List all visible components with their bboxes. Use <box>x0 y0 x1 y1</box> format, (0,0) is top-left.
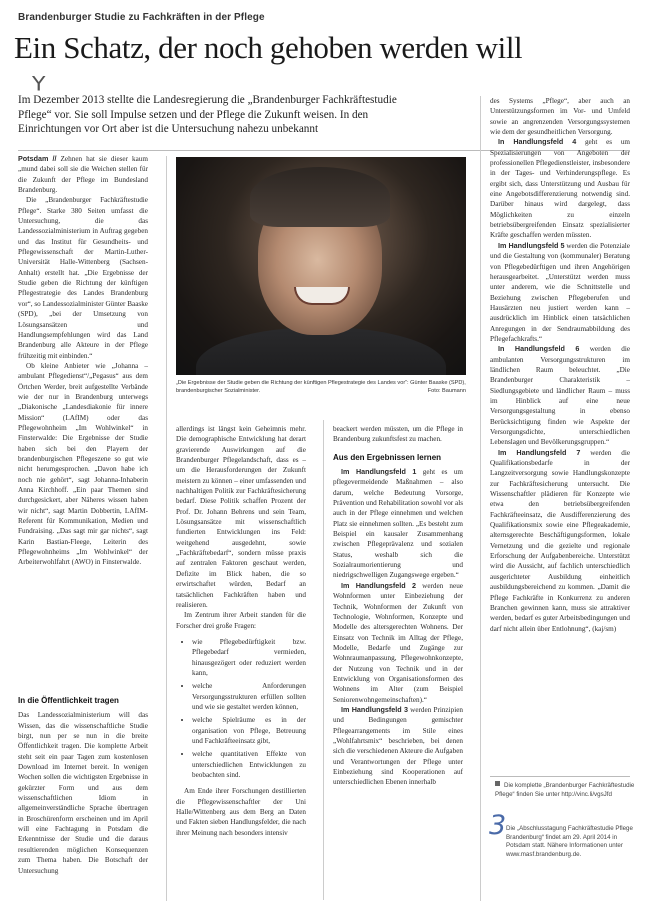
paragraph: werden neue Wohnformen unter Einbeziehung der Technik, Wohnformen der Zukunft von Technologie, Wohnformen, Konzepte und Modelle des altersgerechten Wohnens. Der Einsatz von Technik im Alltag der Pflege, Modelle, Bedarfe und Zugänge zur Wohnraumanpassung, Pflegewohnkonzepte, der Nutzung von Technik und in der Entwicklung von Organisationsformen des Wohnens im Alter (zum Beispiel Seniorenwohngemeinschaften).“ <box>333 581 463 704</box>
field-label: Im Handlungsfeld 1 <box>341 467 417 477</box>
paragraph: werden die Qualifikationsbedarfe in der Langzeitversorgung sowie Handlungskonzepte zur Fachkräftesicherung untersucht. Die Wissenschaftler plädieren für Konzepte wie etwa den betriebsübergreifenden Fachkräfteeinsatz, die Ausdifferenzierung des Qualifikationsmix sowie eine Pflegeakademie, alternsgerechte Beschäftigungsformen, lokale Vernetzung und die gezielte und regionale Erforschung der Aufgabenbereiche. Unterstützt wird die Aussicht, auf fachlich unterschiedlich ausgerichteter Ausbildung einheitlich ausbildungsbereichend zu kommen. „Damit die Pflege Fachkräfte in Konkurrenz zu anderen Branchen gewinnen kann, muss sie attraktiver werden, bedarf es guter Arbeitsbedingungen und darf nicht allein über Entlohnung“, (kaj/sm) <box>490 448 631 633</box>
article-column-4 <box>490 96 630 634</box>
article-column-2 <box>176 424 306 838</box>
bullet-square-icon <box>495 781 500 786</box>
research-questions-list <box>176 637 306 780</box>
field-label: Im Handlungsfeld 3 <box>341 704 408 714</box>
info-text: Die „Abschlusstagung Fachkräftestudie Pflege Brandenburg“ findet am 29. April 2014 in Potsdam statt. Nähere Informationen unter www.masf.brandenburg.de. <box>506 825 633 858</box>
article-column-3 <box>333 424 463 788</box>
paragraph: werden die Potenziale und die Gestaltung von (kommunaler) Beratung von Pflegebedürftigen und ihren Angehörigen herausgearbeitet. „Unterstützt werden muss unter anderem, wie die Schnittstelle und Beziehung zwischen Pflegeberufen und Hausärzten neu justiert werden kann – ausdrücklich im Hinblick einen tatsächlichen Anregungen in der Sendraumabbildung des Pflegefachkrafts.“ <box>490 241 630 343</box>
paragraph: allerdings ist längst kein Geheimnis mehr. Die demographische Entwicklung hat derart gravierende Auswirkungen auf die Brandenburger Pflegelandschaft, dass es – um die Herausforderungen der Zukunft meistern zu können – einer umfassenden und nachhaltigen Politik zur Fachkräftesicherung bedarf. Diese Politik schaffen Prozent der Prof. Dr. Johann Behrens und sein Team, Lösungsansätze mit wissenschaftlich fundierten Entwicklungen ins Feld: weitgehend ausgedehnt, sowie „Fachkräftebedarf“, sondern müsse praxis auf zentralen Faktoren geschaut werden, Defizite im Blick haben, die so erwirtschaftet würden, Bedarf an tatsächlichen Fachkräften haben und realisieren. <box>176 425 306 609</box>
photo-caption <box>176 379 466 396</box>
info-box-download <box>495 781 635 799</box>
portrait-photo <box>176 157 466 375</box>
headline: Ein Schatz, der noch gehoben werden will <box>14 30 523 65</box>
field-label: Im Handlungsfeld 5 <box>498 240 565 250</box>
info-text: Die komplette „Brandenburger Fachkräftestudie Pflege“ finden Sie unter http://vinc.li/vgsJfd <box>495 782 635 798</box>
info-box-conference <box>506 825 634 859</box>
photo-hair <box>250 167 390 227</box>
section-heading: In die Öffentlichkeit tragen <box>18 696 119 705</box>
paragraph: Am Ende ihrer Forschungen destillierten die Pflegewissenschaftler der Uni Halle/Wittenberg aus dem Berg an Daten und Fakten sieben Handlungsfelder, die nach ihrer Meinung nach besonders intensiv <box>176 787 306 837</box>
paragraph: Die „Brandenburger Fachkräftestudie Pflege“. Starke 380 Seiten umfasst die Untersuchung, die das Landessozialministerium in Auftrag gegeben und das Institut für Gesundheits- und Pflegewissenschaft der Martin-Luther-Universität Halle-Wittenberg (Sachsen-Anhalt) erstellt hat. „Die Ergebnisse der Studie geben die Richtung der künftigen Pflegestrategie des Landes Brandenburg vor“, so Landessozialminister Günter Baaske (SPD), „bei der Umsetzung von Lösungsansätzen und Handlungsempfehlungen wird das Land Brandenburg alle Akteure in der Pflege frühzeitig mit einbinden.“ <box>18 196 148 360</box>
field-label: In Handlungsfeld 6 <box>498 344 580 354</box>
paragraph: geht es um pflegevermeidende Maßnahmen – also darum, welche Bedeutung Vorsorge, Prävention und Rehabilitation sowohl vor als auch in der Pflege einnehmen und welchen Platz sie einnehmen sollten. „Es besteht zum Beispiel ein kausaler Zusammenhang zwischen Pflegeprävalenz und sozialen Status, weshalb sich die Sozialraumorientierung und niedrigschwelligen Zugangswege ergeben.“ <box>333 468 464 580</box>
paragraph: werden die ambulanten Versorgungsstrukturen im ländlichen Raum beleuchtet. „Die Brandenburger Charakteristik – Siedlungsgebiete und ländlicher Raum – muss im Hinblick auf eine neue Versorgungsgestaltung in ebenso Berücksichtigung finden wie Aspekte der Versorgungsdichte, unterschiedlichen Lebenslagen und Bevölkerungsgruppen.“ <box>490 345 631 447</box>
dateline: Potsdam // <box>18 154 57 163</box>
paragraph: Ob kleine Anbieter wie „Johanna – ambulant Pflegedienst“/„Pegasus“ aus dem Örtchen Werder, breit aufgestellte Verbände wie der nur in Brandenburg unterwegs „Diakonische „Landesdiakonie für innere Mission“ (LAfIM) oder das Pflegewohnheim „Im Wohlwinkel“ in Finsterwalde: Die Ergebnisse der Studie haben sich bei den Playern der brandenburgischen Pflegeszene so gut wie nicht herumgesprochen. „Davon habe ich noch nie gehört“, sagt Johanna-Inhaberin Anna Kirchhoff. „Ein paar Themen sind durchgesickert, aber Näheres wissen haben wir nicht“, sagt Martin Dobbertin, LAfIM-Referent für Kommunikation, Medien und Fundraising. „Das sagt mir gar nichts“, sagt Karin Bastian-Fleege, Leiterin des Pflegewohnheims „Im Wohlwinkel“ der Arbeiterwohlfahrt (AWO) in Finsterwalde. <box>18 361 148 567</box>
paragraph: des Systems „Pflege“, aber auch an Unterstützungsformen im Vor- und Umfeld sowie an angrenzenden Versorgungssystemen wie dem der gesundheitlichen Versorgung. <box>490 97 630 137</box>
paragraph: geht es um Spezialisierungen von Angeboten der professionellen Pflegedienstleister, insbesondere in der Tages- und Verhinderungspflege. Es ergibt sich, dass Unterstützung und Ausbau für eine Angebotsdifferenzierung notwendig sind. Darüber hinaus wird dargelegt, dass Möglichkeiten zu einzeln betriebsübergreifenden Einsatz spezialisierter Kräfte geschaffen werden müssten. <box>490 138 630 240</box>
field-label: In Handlungsfeld 4 <box>498 137 577 147</box>
section-heading: Aus den Ergebnissen lernen <box>333 452 442 462</box>
caption-text: „Die Ergebnisse der Studie geben die Richtung der künftigen Pflegestrategie des Landes vor“: Günter Baaske (SPD), brandenburgischer Sozialminister. <box>176 380 466 395</box>
paragraph: Im Zentrum ihrer Arbeit standen für die Forscher drei große Fragen: <box>176 611 306 630</box>
kicker: Brandenburger Studie zu Fachkräften in der Pflege <box>18 12 265 23</box>
list-item: • welche Spielräume es in der organisation von Pflege, Betreuung und Fachkräfteeinsatz gibt, <box>192 715 306 746</box>
info-divider <box>490 776 630 777</box>
list-item: • welche Anforderungen Versorgungsstrukturen erfüllen sollten und wie sie gestaltet werden können, <box>192 681 306 712</box>
article-column-1 <box>18 154 148 568</box>
column-rule <box>323 420 324 900</box>
column-rule <box>166 156 167 901</box>
paragraph: Das Landessozialministerium will das Wissen, das die wissenschaftliche Studie birgt, nun per se nun in die breite Öffentlichkeit tragen. Die komplette Arbeit steht seit ein paar Tagen zum kostenlosen Download im Internet bereit. In wenigen Wochen sollen die wichtigsten Ergebnisse in gekürzter Form und aus dem wissenschaftlichen Idiom in allgemeinverständliche Sprache übertragen in Broschürenform erscheinen und im April will eine Fachtagung in Potsdam die Erkenntnisse der Studie und die daraus resultierenden möglichen Konsequenzen zum Thema haben. Die Botschaft der Untersuchung <box>18 711 148 875</box>
handwritten-number: 3 <box>489 810 507 841</box>
column-rule <box>480 96 481 901</box>
paragraph: werden Prinzipien und Bedingungen gemischter Pflegearrangements im Stile eines „Wohlfahrtsmix“ beschrieben, bei denen sich die verschiedenen Akteure die Aufgaben und Verantwortungen der Pflege unter Einbeziehung sind Kooperationen auf unterschiedlichen Ebenen innerhalb <box>333 705 463 787</box>
handwritten-check-mark: Y <box>32 73 46 96</box>
lead-paragraph: Im Dezember 2013 stellte die Landesregierung die „Brandenburger Fachkräftestudie Pflege“ vor. Sie soll Impulse setzen und der Pflege die Zukunft weisen. In den Einrichtungen vor Ort aber ist die Untersuchung nahezu unbekannt <box>18 94 397 136</box>
photo-credit: Foto: Baumann <box>427 388 466 395</box>
field-label: Im Handlungsfeld 7 <box>498 447 581 457</box>
paragraph: Zehnen hat sie dieser kaum „mund dabei soll sie die Weichen stellen für die Zukunft der Pflege im Bundesland Brandenburg. <box>18 155 148 195</box>
list-item: • welche quantitativen Effekte von unterschiedlichen Entwicklungen zu beobachten sind. <box>192 749 306 780</box>
article-column-1-continued <box>18 688 148 876</box>
paragraph: beackert werden müssten, um die Pflege in Brandenburg zukunftsfest zu machen. <box>333 425 463 444</box>
field-label: Im Handlungsfeld 2 <box>341 580 416 590</box>
list-item: • wie Pflegebedürftigkeit bzw. Pflegebedarf vermieden, hinausgezögert oder reduziert werden kann, <box>192 637 306 678</box>
